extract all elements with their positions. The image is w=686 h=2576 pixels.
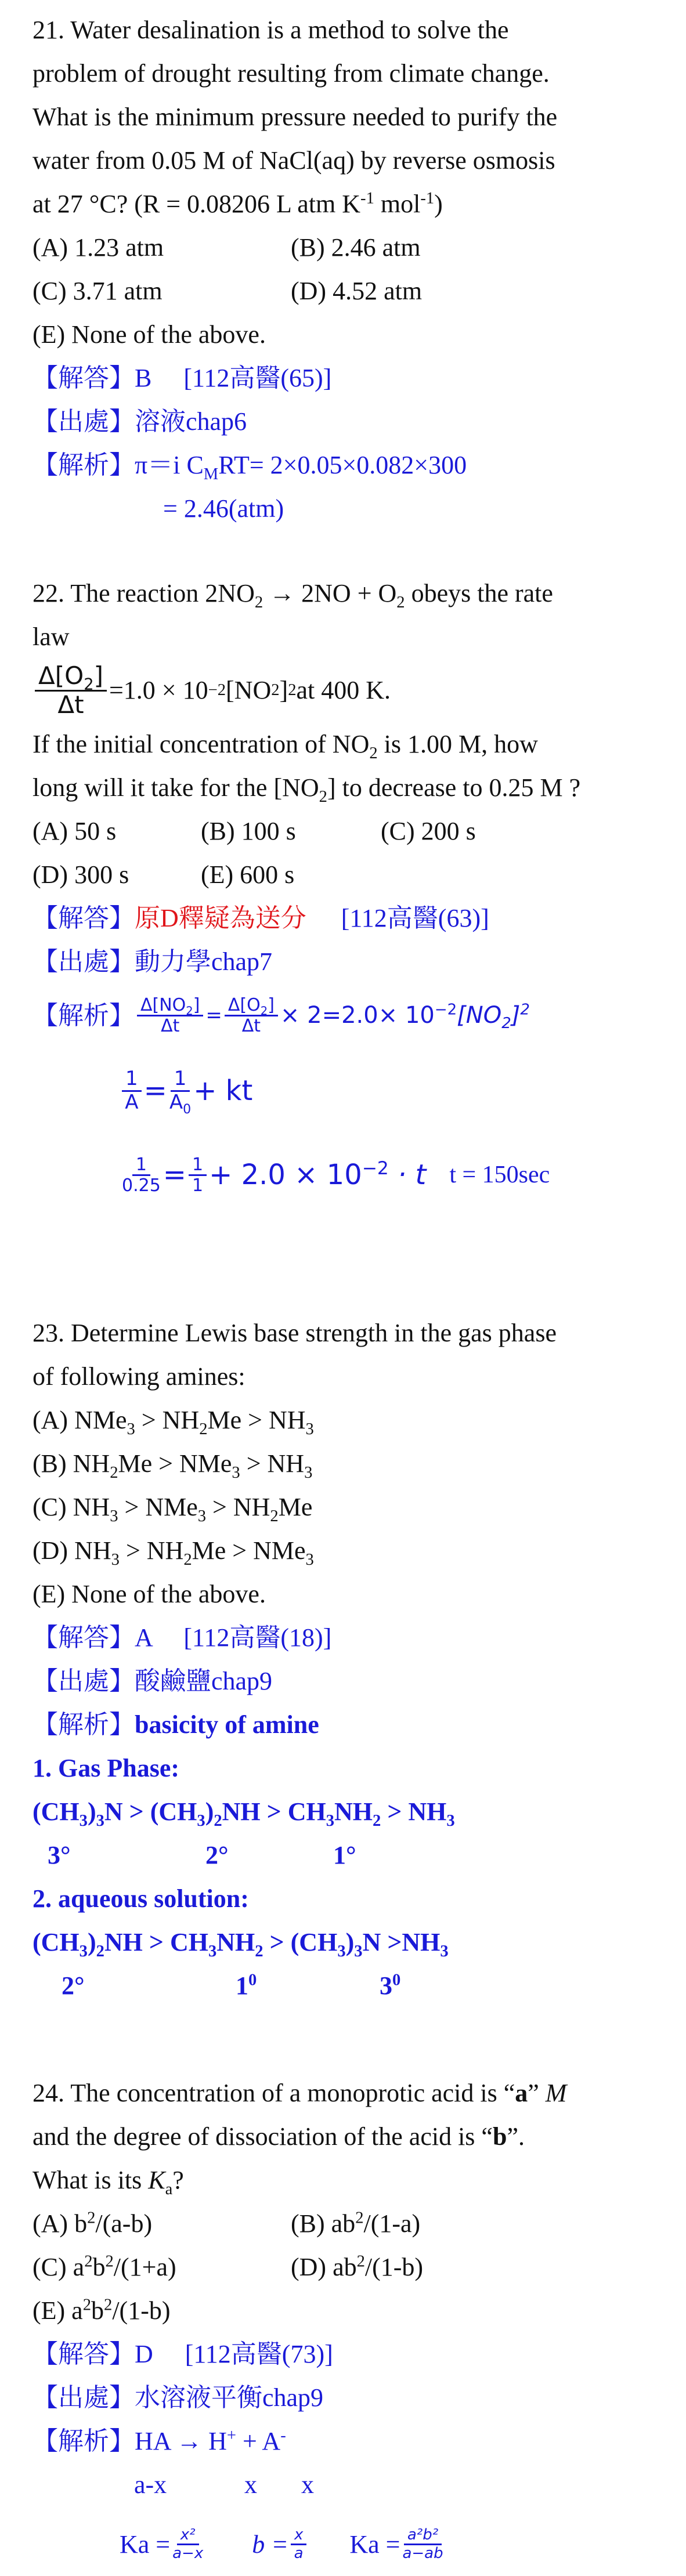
q23-gas-degrees: 3° 2° 1°	[48, 1841, 356, 1869]
q22-line-1: 22. The reaction $2NO_2 \to 2NO + O_2$ obeys the rate	[33, 579, 553, 612]
q21-source: 【出處】溶液chap6	[33, 407, 247, 436]
q21-line-4: water from 0.05 M of NaCl(aq) by reverse osmosis	[33, 146, 555, 175]
q24-ka-equations: Ka = $\frac{\text{x²}}{a-x}$ b = $\frac{x}{a}$ Ka = $\frac{\text{a²b²}}{a-ab}$	[120, 2526, 443, 2562]
q24-option-a: (A) $b^2/(a-b)$	[33, 2209, 153, 2238]
q21-option-c: (C) 3.71 atm	[33, 277, 163, 305]
q24-line-2: and the degree of dissociation of the acid is “b”.	[33, 2122, 525, 2151]
q24-option-b: (B) $ab^2/(1-a)$	[291, 2209, 421, 2238]
q23-line-1: 23. Determine Lewis base strength in the gas phase	[33, 1319, 557, 1347]
q21-option-d: (D) 4.52 atm	[291, 277, 423, 305]
question-24	[33, 2071, 665, 2576]
q23-option-c: (C) $NH_3 > NMe_3 > NH_2Me$	[33, 1493, 313, 1525]
q23-aq-order: $(CH_3)_2NH > CH_3NH_2 > (CH_3)_3N >NH_3$	[33, 1928, 449, 1960]
q24-explanation: 【解析】HA → H+ + A-	[33, 2426, 286, 2455]
q23-line-2: of following amines:	[33, 1362, 245, 1391]
q21-line-3: What is the minimum pressure needed to purify the	[33, 103, 558, 131]
q22-line-4: long will it take for the $[NO_2]$ to decrease to 0.25 M ?	[33, 773, 581, 806]
q22-explanation: 【解析】 $\frac{\Delta[NO_2]}{\Delta t}$ = $\frac{\Delta[O_2]}{\Delta t}$ × $2=2.0\times 10^{-2}[NO_2]^2$	[33, 994, 530, 1036]
q24-option-c: (C) $a^2b^2/(1+a)$	[33, 2252, 176, 2281]
q23-option-b: (B) $NH_2Me > NMe_3 > NH_3$	[33, 1449, 313, 1482]
q23-source: 【出處】酸鹼鹽chap9	[33, 1667, 273, 1695]
q22-options-row-1	[33, 809, 665, 853]
q21-options-row-2	[33, 269, 665, 313]
q21-option-a: (A) 1.23 atm	[33, 233, 164, 262]
q22-option-c: (C) 200 s	[381, 817, 476, 845]
q22-equation-3: $\frac{1}{0.25}$ = $\frac{1}{1}$ + $2.0 \times 10^{-2} \cdot t$ t = 150sec	[122, 1154, 550, 1196]
question-23	[33, 1311, 665, 2007]
q22-option-e: (E) 600 s	[201, 860, 295, 889]
q23-option-d: (D) $NH_3 > NH_2Me > NMe_3$	[33, 1536, 314, 1569]
q22-equation-2: $\frac{1}{A}$ = $\frac{1}{A_0}$ + kt	[33, 1047, 665, 1134]
q24-option-e: (E) $a^2b^2/(1-b)$	[33, 2296, 171, 2325]
q21-line-5: at 27 °C? (R = 0.08206 L atm $K^{-1}$ mol$^{-1}$)	[33, 189, 443, 218]
q24-option-d: (D) $ab^2/(1-b)$	[291, 2252, 424, 2281]
q22-source: 【出處】動力學chap7	[33, 947, 273, 976]
q24-source: 【出處】水溶液平衡chap9	[33, 2383, 324, 2412]
q24-options-row-2	[33, 2245, 665, 2289]
q21-option-e: (E) None of the above.	[33, 320, 266, 349]
question-22	[33, 571, 665, 1215]
q21-line-2: problem of drought resulting from climate change.	[33, 59, 550, 88]
q22-option-a: (A) 50 s	[33, 817, 117, 845]
q21-option-b: (B) 2.46 atm	[291, 233, 421, 262]
q21-answer: 【解答】B [112高醫(65)]	[33, 364, 332, 392]
q21-explanation: 【解析】π＝i $C_MRT= 2\times 0.05\times 0.082\times 300$	[33, 451, 467, 483]
rate-fraction: $\frac{\Delta[O_2]}{\Delta t}$	[35, 663, 107, 718]
q21-line-1: 21. Water desalination is a method to solve the	[33, 16, 509, 44]
q24-options-row-1	[33, 2202, 665, 2245]
q23-option-a: (A) $NMe_3 > NH_2Me > NH_3$	[33, 1406, 314, 1438]
q24-line-3: What is its $K_a$?	[33, 2166, 184, 2198]
question-21	[33, 8, 665, 530]
q24-answer: 【解答】D [112高醫(73)]	[33, 2340, 333, 2368]
q22-line-3: If the initial concentration of $NO_2$ is 1.00 M, how	[33, 730, 538, 762]
q23-explanation: 【解析】basicity of amine	[33, 1710, 319, 1739]
q23-answer: 【解答】A [112高醫(18)]	[33, 1623, 332, 1652]
q22-options-row-2	[33, 853, 665, 896]
q23-aq-degrees: 2° $1^0$ $3^0$	[62, 1971, 401, 2000]
q21-options-row-1	[33, 226, 665, 269]
q23-aq-title: 2. aqueous solution:	[33, 1884, 249, 1913]
q21-explanation-2: = 2.46(atm)	[163, 494, 284, 523]
frac-no2: $\frac{\Delta[NO_2]}{\Delta t}$	[137, 996, 203, 1036]
frac-o2: $\frac{\Delta[O_2]}{\Delta t}$	[225, 996, 278, 1036]
q22-rate-law: $\frac{\Delta[O_2]}{\Delta t}$ =1.0 × 10 −2 [NO 2 ] 2 at 400 K.	[33, 659, 665, 722]
q22-answer: 【解答】原D釋疑為送分 [112高醫(63)]	[33, 904, 489, 932]
q24-line-1: 24. The concentration of a monoprotic acid is “a” M	[33, 2079, 567, 2107]
q23-gas-order: $(CH_3)_3N > (CH_3)_2NH > CH_3NH_2 > NH_3$	[33, 1797, 455, 1830]
q22-option-d: (D) 300 s	[33, 860, 129, 889]
q22-line-2: law	[33, 623, 70, 651]
q23-option-e: (E) None of the above.	[33, 1580, 266, 1608]
q22-option-b: (B) 100 s	[201, 817, 296, 845]
q24-ice-row: a-x x x	[134, 2470, 314, 2499]
q23-gas-title: 1. Gas Phase:	[33, 1754, 179, 1782]
